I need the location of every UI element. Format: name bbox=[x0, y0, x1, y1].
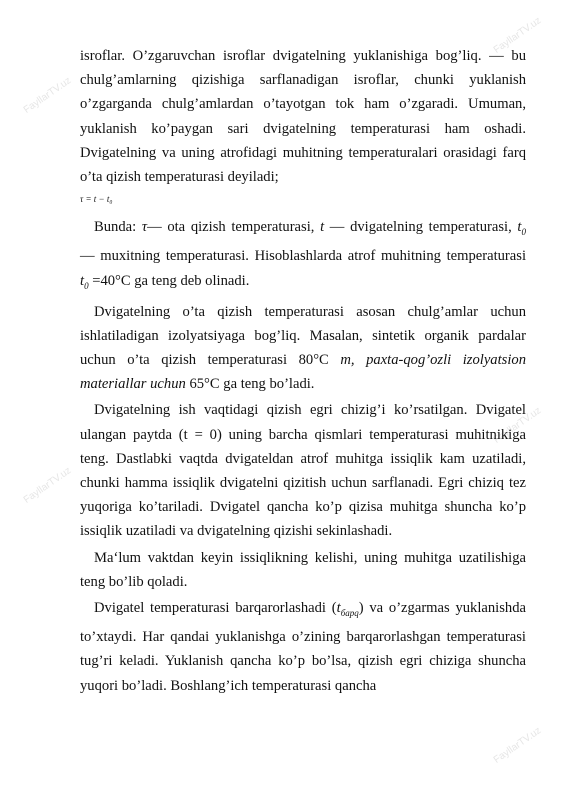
paragraph-barqarorlashadi bbox=[80, 596, 526, 698]
document-page bbox=[80, 44, 526, 698]
symbol-t0-base: t bbox=[80, 272, 85, 289]
text-run: — dvigatelning temperaturasi, bbox=[324, 219, 518, 236]
text-run: — muxitning temperaturasi. Hisoblashlarda atrof muhitning temperaturasi bbox=[80, 248, 526, 265]
symbol-t-barq bbox=[337, 600, 359, 616]
symbol-t0-subscript: 0 bbox=[84, 280, 89, 291]
text-run: Dvigatelning o’ta qizish temperaturasi asosan chulg’amlar uchun ishlatiladigan izolyatsiyaga bog’liq. Masalan, sintetik organik pardalar uchun o’ta qizish temperaturasi 80°C bbox=[80, 303, 526, 369]
italic-run: m, paxta-qog’ozli izolyatsion materiallar uchun bbox=[80, 352, 526, 393]
symbol-t-base: t bbox=[336, 600, 341, 617]
symbol-t0 bbox=[80, 273, 89, 289]
symbol-t0-subscript: 0 bbox=[521, 227, 526, 238]
paragraph-malum-vaktdan: Ma‘lum vaktdan keyin issiqlikning kelishi, uning muhitga uzatilishiga teng bo’lib qoladi. bbox=[80, 549, 526, 590]
paragraph-isroflar: isroflar. O’zgaruvchan isroflar dvigatelning yuklanishiga bog’liq. — bu chulg’amlarning qizishiga sarflanadigan isroflar, chunki yuklanish o’zgarganda chulg’amlardan o’tayotgan tok ham o’zgaradi. Umuman, yuklanish ko’paygan sari dvigatelning temperaturasi ham oshadi. Dvigatelning va uning atrofidagi muhitning temperaturalari orasidagi farq o’ta qizish temperaturasi deyiladi; bbox=[80, 48, 526, 186]
watermark: FayllarTV.uz bbox=[21, 465, 74, 506]
symbol-t0 bbox=[517, 219, 526, 238]
watermark: FayllarTV.uz bbox=[491, 725, 544, 766]
paragraph-bunda bbox=[80, 215, 526, 297]
text-run: — ota qizish temperaturasi, bbox=[147, 219, 321, 236]
symbol-t: t bbox=[320, 219, 325, 236]
symbol-barq-subscript: барq bbox=[340, 607, 359, 618]
watermark: FayllarTV.uz bbox=[491, 405, 544, 446]
paragraph-izolyatsiya bbox=[80, 300, 526, 397]
text-run: Dvigatel temperaturasi barqarorlashadi ( bbox=[94, 600, 337, 617]
text-run: ) va o’zgarmas yuklanishda to’xtaydi. Har qandai yuklanishga o’zining barqarorlashgan temperaturasi tug’ri keladi. Yuklanish qancha ko’p bo’lsa, qizish egri chiziga shuncha yuqori bo’ladi. Boshlang’ich temperaturasi qancha bbox=[80, 600, 526, 694]
watermark: FayllarTV.uz bbox=[21, 75, 74, 116]
text-run: 65°C ga teng bo’ladi. bbox=[185, 376, 315, 393]
paragraph-qizish-egri: Dvigatelning ish vaqtidagi qizish egri chizig’i ko’rsatilgan. Dvigatel ulangan paytda (t = 0) uning barcha qismlari temperaturasi muhitnikiga teng. Dastlabki vaqtda dvigateldan atrof muhitga issiqlik kam uzatiladi, chunki hamma issiqlik dvigatelni qizitish uchun sarflanadi. Egri chiziq tez yuqoriga ko’tariladi. Dvigatel qancha ko’p qizisa muhitga shuncha ko’p issiqlik uzatiladi va dvigatelning qizishi sekinlashadi. bbox=[80, 402, 526, 540]
symbol-tau: τ bbox=[141, 219, 148, 236]
text-run: =40°C ga teng deb olinadi. bbox=[88, 272, 250, 289]
text-run: Bunda: bbox=[94, 219, 142, 236]
symbol-t0-base: t bbox=[517, 219, 522, 236]
formula-overheat: τ = t − t₀ bbox=[80, 194, 113, 205]
watermark: FayllarTV.uz bbox=[491, 15, 544, 56]
